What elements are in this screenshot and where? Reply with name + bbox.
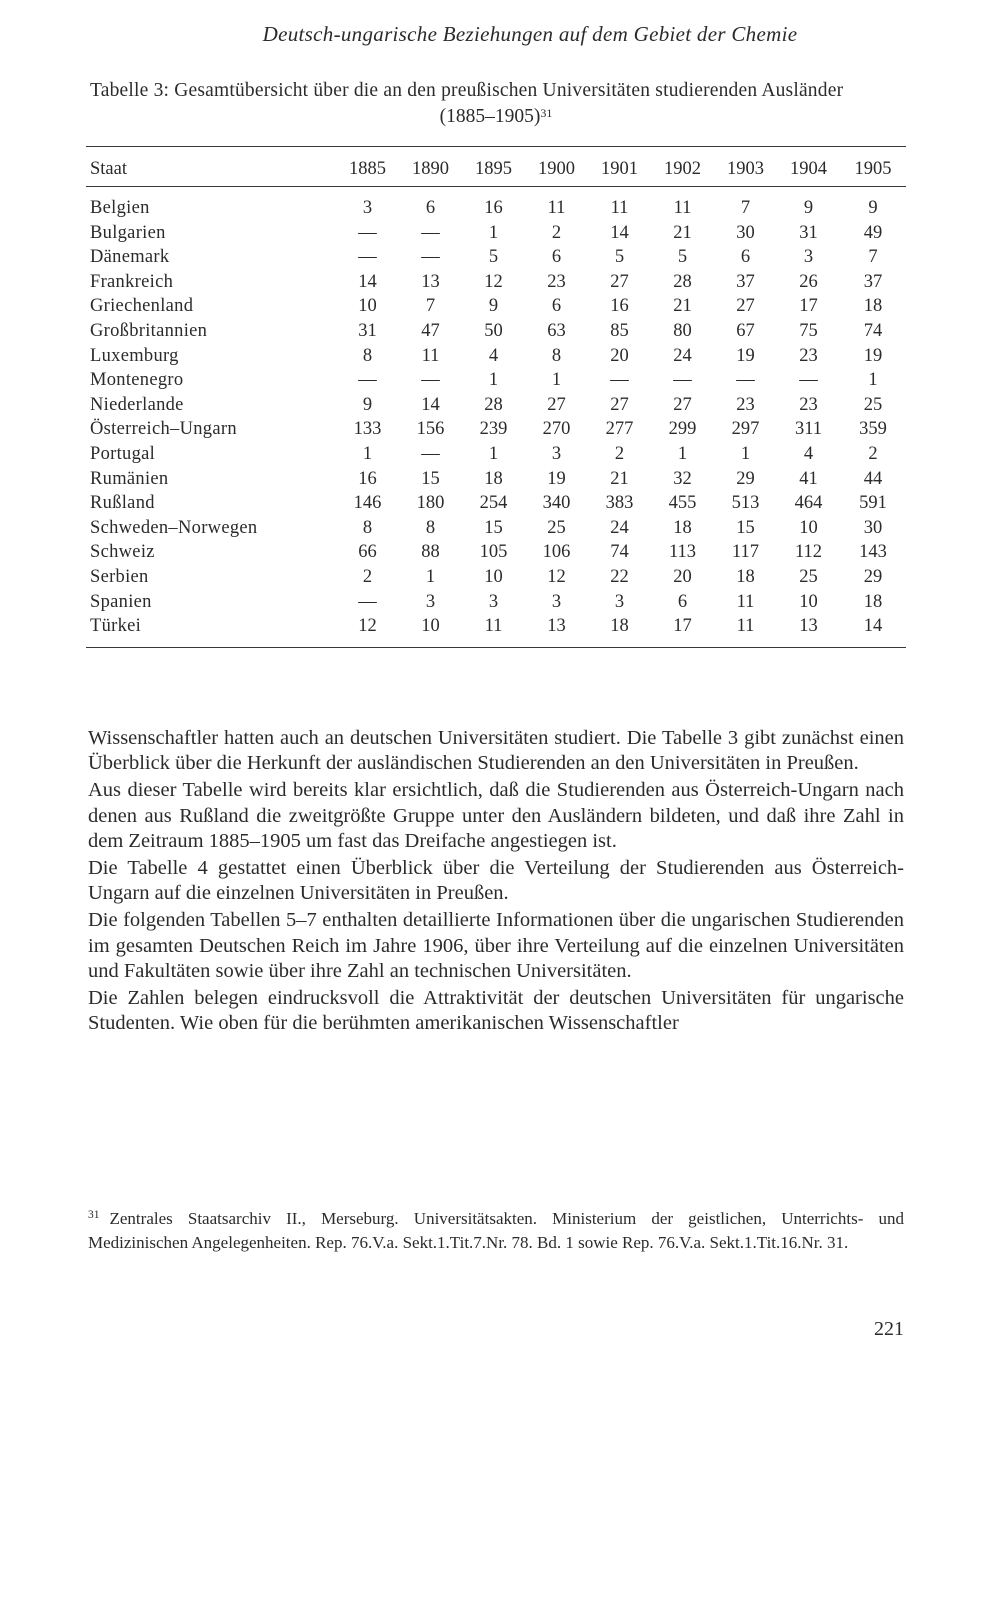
student-count-cell: 10 <box>484 566 503 587</box>
student-count-cell: 591 <box>859 493 887 514</box>
student-count-cell: 2 <box>551 222 562 243</box>
student-count-cell: 21 <box>673 296 692 317</box>
student-count-cell: 24 <box>673 345 692 366</box>
student-count-cell: 12 <box>484 271 503 292</box>
student-count-cell: 5 <box>488 247 499 268</box>
student-count-cell: 14 <box>863 616 883 637</box>
table-row <box>86 368 906 393</box>
student-count-cell: 17 <box>799 296 818 317</box>
student-count-cell: 239 <box>479 419 508 440</box>
student-count-cell: 19 <box>863 345 883 366</box>
column-header-year: 1902 <box>664 158 701 179</box>
student-count-cell: 31 <box>799 222 818 243</box>
student-count-cell: 11 <box>736 616 755 637</box>
student-count-cell: 41 <box>799 468 818 489</box>
student-count-cell: 112 <box>794 542 823 563</box>
table-row <box>86 417 906 442</box>
student-count-cell: 11 <box>547 198 566 218</box>
student-count-cell: 3 <box>803 247 814 268</box>
student-count-cell: 37 <box>863 271 883 292</box>
student-count-cell: 27 <box>610 394 629 415</box>
student-count-cell: 21 <box>673 222 692 243</box>
country-name-cell: Schweiz <box>90 542 155 563</box>
student-count-cell: 1 <box>868 370 878 391</box>
table-row <box>86 188 906 221</box>
country-name-cell: Belgien <box>90 198 150 218</box>
country-name-cell: Großbritannien <box>90 320 208 341</box>
student-count-cell: 113 <box>668 542 697 563</box>
table-row <box>86 491 906 516</box>
student-count-cell: 5 <box>677 247 688 268</box>
student-count-cell: — <box>358 222 377 243</box>
student-count-cell: — <box>736 370 755 391</box>
table-row <box>86 565 906 590</box>
country-name-cell: Türkei <box>90 616 142 637</box>
running-head: Deutsch-ungarische Beziehungen auf dem Gebiet der Chemie <box>262 22 798 46</box>
student-count-cell: 74 <box>863 320 883 341</box>
body-text <box>88 726 904 1038</box>
student-count-cell: 4 <box>803 443 814 464</box>
student-count-cell: 29 <box>863 566 883 587</box>
footnote-number: 31 <box>88 1209 100 1221</box>
student-count-cell: 47 <box>421 320 440 341</box>
student-count-cell: 66 <box>358 542 377 563</box>
student-count-cell: 27 <box>736 296 755 317</box>
student-count-cell: 19 <box>736 345 755 366</box>
student-count-cell: 23 <box>736 394 755 415</box>
student-count-cell: 25 <box>547 517 566 538</box>
table-row <box>86 516 906 541</box>
student-count-cell: — <box>421 443 440 464</box>
country-name-cell: Montenegro <box>90 370 184 391</box>
student-count-cell: 14 <box>358 271 377 292</box>
student-count-cell: 10 <box>421 616 440 637</box>
student-count-cell: 11 <box>736 591 755 612</box>
student-count-cell: 13 <box>547 616 566 637</box>
student-count-cell: 37 <box>736 271 755 292</box>
student-count-cell: — <box>421 222 440 243</box>
footnote-text: Zentrales Staatsarchiv II., Merseburg. Universitätsakten. Ministerium der geistlichen, Unterrichts- und Medizinischen Angelegenheiten. Rep. 76.V.a. Sekt.1.Tit.7.Nr. 78. Bd. 1 sowie Rep. 76.V.a. Sekt.1.Tit.16.Nr. 31. <box>88 1209 904 1252</box>
student-count-cell: 14 <box>610 222 629 243</box>
student-count-cell: 4 <box>488 345 499 366</box>
student-count-cell: 14 <box>421 394 440 415</box>
table-caption-period <box>90 104 902 130</box>
student-count-cell: — <box>358 247 377 268</box>
table-footnote-ref: 31 <box>540 106 553 120</box>
student-count-cell: 3 <box>614 591 625 612</box>
student-count-cell: 1 <box>362 443 373 464</box>
student-count-cell: 299 <box>668 419 697 440</box>
student-count-cell: 17 <box>673 616 692 637</box>
table-row <box>86 393 906 418</box>
country-name-cell: Schweden–Norwegen <box>90 517 258 538</box>
student-count-cell: 30 <box>736 222 755 243</box>
table-row <box>86 221 906 246</box>
student-count-cell: 7 <box>740 198 751 218</box>
column-header-year: 1904 <box>790 158 827 179</box>
student-count-cell: 464 <box>794 493 823 514</box>
student-count-cell: 10 <box>358 296 377 317</box>
student-count-cell: 8 <box>362 345 373 366</box>
student-count-cell: 29 <box>736 468 755 489</box>
student-count-cell: 3 <box>362 198 373 218</box>
student-count-cell: — <box>421 370 440 391</box>
column-header-staat: Staat <box>90 158 127 179</box>
foreign-students-table <box>86 150 906 639</box>
student-count-cell: 23 <box>799 394 818 415</box>
table-row <box>86 245 906 270</box>
table-header <box>86 150 906 188</box>
student-count-cell: 18 <box>610 616 629 637</box>
student-count-cell: 67 <box>736 320 755 341</box>
student-count-cell: 9 <box>868 198 878 218</box>
table-header-row <box>86 150 906 188</box>
student-count-cell: 25 <box>863 394 883 415</box>
student-count-cell: 13 <box>421 271 440 292</box>
country-name-cell: Rumänien <box>90 468 169 489</box>
student-count-cell: 311 <box>794 419 823 440</box>
student-count-cell: 18 <box>863 296 883 317</box>
student-count-cell: 44 <box>863 468 883 489</box>
country-name-cell: Österreich–Ungarn <box>90 419 237 440</box>
student-count-cell: 23 <box>547 271 566 292</box>
body-paragraph: Die Zahlen belegen eindrucksvoll die Attraktivität der deutschen Universitäten für ungarische Studenten. Wie oben für die berühmten amerikanischen Wissenschaftler <box>88 987 904 1035</box>
table-row <box>86 540 906 565</box>
page-number: 221 <box>874 1318 904 1340</box>
student-count-cell: 75 <box>799 320 818 341</box>
country-name-cell: Rußland <box>90 493 155 514</box>
student-count-cell: 27 <box>673 394 692 415</box>
student-count-cell: 28 <box>484 394 503 415</box>
country-name-cell: Frankreich <box>90 271 174 292</box>
table-row <box>86 294 906 319</box>
student-count-cell: 50 <box>484 320 503 341</box>
column-header-year: 1903 <box>727 158 764 179</box>
student-count-cell: — <box>610 370 629 391</box>
student-count-cell: 10 <box>799 517 818 538</box>
student-count-cell: 6 <box>740 247 751 268</box>
column-header-year: 1900 <box>538 158 575 179</box>
student-count-cell: 8 <box>551 345 562 366</box>
table-row <box>86 270 906 295</box>
student-count-cell: 11 <box>610 198 629 218</box>
student-count-cell: 6 <box>425 198 436 218</box>
student-count-cell: 105 <box>479 542 508 563</box>
column-header-year: 1885 <box>349 158 386 179</box>
country-name-cell: Serbien <box>90 566 149 587</box>
student-count-cell: — <box>673 370 692 391</box>
student-count-cell: 11 <box>421 345 440 366</box>
student-count-cell: 6 <box>551 247 562 268</box>
table-row <box>86 467 906 492</box>
student-count-cell: 88 <box>421 542 440 563</box>
student-count-cell: 340 <box>542 493 571 514</box>
student-count-cell: 74 <box>610 542 629 563</box>
country-name-cell: Portugal <box>90 443 156 464</box>
student-count-cell: 18 <box>863 591 883 612</box>
student-count-cell: 7 <box>868 247 878 268</box>
table-caption-title: Tabelle 3: Gesamtübersicht über die an den preußischen Universitäten studierenden Ausländer <box>90 80 844 101</box>
student-count-cell: 80 <box>673 320 692 341</box>
student-count-cell: 9 <box>803 198 814 218</box>
student-count-cell: 30 <box>863 517 883 538</box>
student-count-cell: 16 <box>484 198 503 218</box>
student-count-cell: 133 <box>353 419 382 440</box>
student-count-cell: 24 <box>610 517 629 538</box>
student-count-cell: 3 <box>425 591 436 612</box>
student-count-cell: — <box>358 591 377 612</box>
student-count-cell: 270 <box>542 419 571 440</box>
table-bottom-rule <box>86 647 906 648</box>
student-count-cell: 2 <box>614 443 625 464</box>
student-count-cell: 2 <box>868 443 878 464</box>
body-paragraph: Die folgenden Tabellen 5–7 enthalten detaillierte Informationen über die ungarischen Studierenden im gesamten Deutschen Reich im Jahre 1906, über ihre Verteilung auf die einzelnen Universitäten und Fakultäten sowie über ihre Zahl an technischen Universitäten. <box>88 909 904 982</box>
student-count-cell: 13 <box>799 616 818 637</box>
student-count-cell: 2 <box>362 566 373 587</box>
student-count-cell: 19 <box>547 468 566 489</box>
student-count-cell: 6 <box>677 591 688 612</box>
student-count-cell: 31 <box>358 320 377 341</box>
student-count-cell: 1 <box>425 566 436 587</box>
column-header-year: 1895 <box>475 158 512 179</box>
student-count-cell: 1 <box>740 443 751 464</box>
table-row <box>86 442 906 467</box>
body-paragraph: Die Tabelle 4 gestattet einen Überblick über die Verteilung der Studierenden aus Österreich-Ungarn auf die einzelnen Universitäten in Preußen. <box>88 857 904 905</box>
footnote <box>88 1207 904 1254</box>
column-header-year: 1901 <box>601 158 638 179</box>
student-count-cell: 117 <box>731 542 760 563</box>
student-count-cell: 5 <box>614 247 625 268</box>
student-count-cell: 9 <box>362 394 373 415</box>
student-count-cell: 18 <box>673 517 692 538</box>
table-row <box>86 319 906 344</box>
student-count-cell: 11 <box>673 198 692 218</box>
student-count-cell: 1 <box>551 370 562 391</box>
student-count-cell: 9 <box>488 296 499 317</box>
student-count-cell: 359 <box>859 419 887 440</box>
table-row <box>86 344 906 369</box>
student-count-cell: 156 <box>416 419 445 440</box>
table-caption-years: (1885–1905) <box>439 106 541 127</box>
student-count-cell: 18 <box>484 468 503 489</box>
student-count-cell: 18 <box>736 566 755 587</box>
student-count-cell: 25 <box>799 566 818 587</box>
student-count-cell: 12 <box>547 566 566 587</box>
student-count-cell: 21 <box>610 468 629 489</box>
student-count-cell: 26 <box>799 271 818 292</box>
student-count-cell: 143 <box>859 542 887 563</box>
body-paragraph: Wissenschaftler hatten auch an deutschen Universitäten studiert. Die Tabelle 3 gibt zunächst einen Überblick über die Herkunft der ausländischen Studierenden an den Universitäten in Preußen. <box>88 727 904 775</box>
student-count-cell: 23 <box>799 345 818 366</box>
column-header-year: 1890 <box>412 158 449 179</box>
student-count-cell: 8 <box>425 517 436 538</box>
student-count-cell: 7 <box>425 296 436 317</box>
table-top-rule <box>86 146 906 147</box>
student-count-cell: 20 <box>610 345 629 366</box>
student-count-cell: 254 <box>479 493 508 514</box>
country-name-cell: Spanien <box>90 591 152 612</box>
country-name-cell: Niederlande <box>90 394 184 415</box>
student-count-cell: 3 <box>551 443 562 464</box>
student-count-cell: 16 <box>610 296 629 317</box>
student-count-cell: 20 <box>673 566 692 587</box>
table-body <box>86 188 906 639</box>
student-count-cell: — <box>358 370 377 391</box>
country-name-cell: Griechenland <box>90 296 194 317</box>
student-count-cell: 1 <box>677 443 688 464</box>
student-count-cell: 49 <box>863 222 883 243</box>
student-count-cell: 180 <box>416 493 445 514</box>
student-count-cell: 15 <box>736 517 755 538</box>
student-count-cell: 106 <box>542 542 571 563</box>
student-count-cell: 12 <box>358 616 377 637</box>
student-count-cell: 1 <box>488 370 499 391</box>
student-count-cell: 3 <box>488 591 499 612</box>
student-count-cell: 22 <box>610 566 629 587</box>
student-count-cell: 455 <box>668 493 697 514</box>
student-count-cell: 27 <box>610 271 629 292</box>
country-name-cell: Bulgarien <box>90 222 166 243</box>
student-count-cell: 3 <box>551 591 562 612</box>
country-name-cell: Dänemark <box>90 247 170 268</box>
table-row <box>86 614 906 639</box>
student-count-cell: 63 <box>547 320 566 341</box>
body-paragraph: Aus dieser Tabelle wird bereits klar ersichtlich, daß die Studierenden aus Österreich-Ungarn nach denen aus Rußland die zweitgrößte Gruppe unter den Ausländern bildeten, und daß ihre Zahl in dem Zeitraum 1885–1905 um fast das Dreifache angestiegen ist. <box>88 779 904 852</box>
student-count-cell: 15 <box>421 468 440 489</box>
student-count-cell: 513 <box>731 493 760 514</box>
student-count-cell: 11 <box>484 616 503 637</box>
student-count-cell: 383 <box>605 493 634 514</box>
student-count-cell: 85 <box>610 320 629 341</box>
country-name-cell: Luxemburg <box>90 345 179 366</box>
student-count-cell: 10 <box>799 591 818 612</box>
student-count-cell: 297 <box>731 419 760 440</box>
student-count-cell: — <box>799 370 818 391</box>
student-count-cell: 146 <box>353 493 382 514</box>
student-count-cell: 28 <box>673 271 692 292</box>
student-count-cell: 6 <box>551 296 562 317</box>
student-count-cell: 15 <box>484 517 503 538</box>
student-count-cell: 8 <box>362 517 373 538</box>
table-caption <box>90 78 902 130</box>
student-count-cell: 27 <box>547 394 566 415</box>
student-count-cell: 32 <box>673 468 692 489</box>
student-count-cell: 16 <box>358 468 377 489</box>
student-count-cell: 1 <box>488 222 499 243</box>
student-count-cell: — <box>421 247 440 268</box>
student-count-cell: 277 <box>605 419 634 440</box>
column-header-year: 1905 <box>854 158 892 179</box>
student-count-cell: 1 <box>488 443 499 464</box>
table-row <box>86 590 906 615</box>
